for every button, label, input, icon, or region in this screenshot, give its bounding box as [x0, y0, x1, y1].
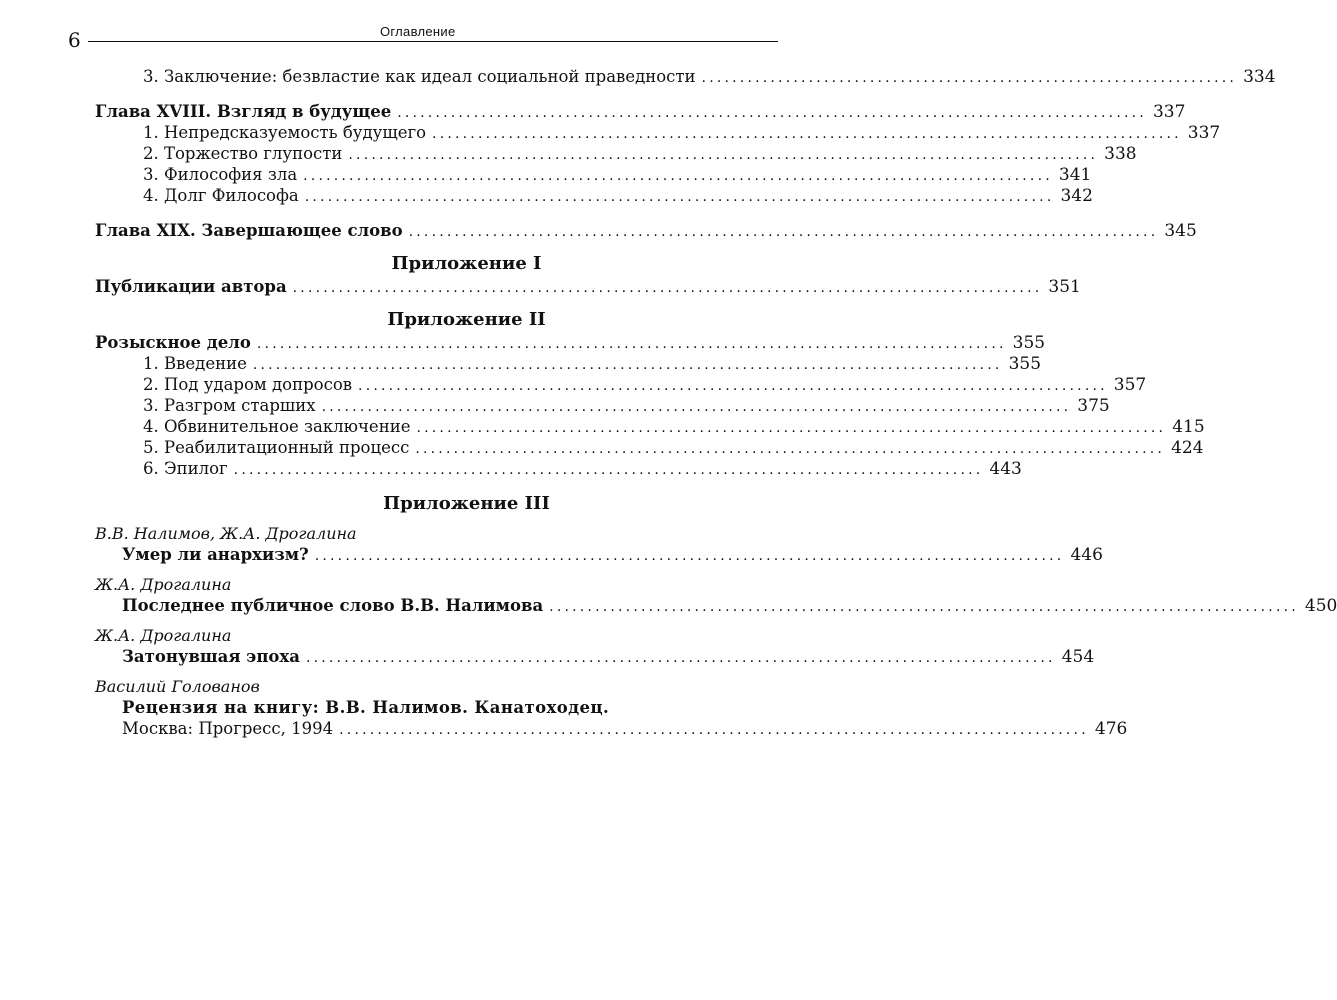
toc-entry-page: 334: [1243, 67, 1276, 87]
toc-entry-title: 4. Долг Философа: [143, 186, 299, 205]
toc-entry: [95, 395, 1110, 416]
leader-dots: ..................................................................................................: [416, 420, 1167, 436]
toc-chapter: [95, 101, 1186, 122]
toc-entry-page: 454: [1061, 647, 1095, 667]
toc-entry: [95, 122, 1221, 143]
toc-entry-title: 1. Введение: [143, 354, 247, 373]
running-head: Оглавление: [380, 24, 456, 39]
toc-entry-page: 450: [1304, 596, 1337, 616]
toc-chapter: [95, 276, 1081, 297]
leader-dots: ..................................................................................................: [303, 168, 1053, 184]
author-line: В.В. Налимов, Ж.А. Дрогалина: [95, 524, 357, 543]
toc-chapter-title: Глава XVIII. Взгляд в будущее: [95, 102, 392, 121]
leader-dots: ..................................................................................................: [252, 357, 1003, 373]
toc-entry: [95, 544, 1103, 565]
toc-entry-title: 5. Реабилитационный процесс: [143, 438, 410, 457]
toc-entry-title: 6. Эпилог: [143, 459, 228, 478]
toc-entry-page: 337: [1152, 102, 1186, 122]
leader-dots: ..................................................................................................: [339, 722, 1089, 738]
toc-chapter-title: Публикации автора: [95, 277, 287, 296]
leader-dots: ..................................................................................................: [233, 462, 984, 478]
toc-entry-page: 342: [1060, 186, 1093, 206]
appendix-title: Приложение I: [391, 253, 542, 274]
toc-entry-title: 2. Торжество глупости: [143, 144, 343, 163]
toc-entry-page: 351: [1048, 277, 1081, 297]
toc-entry-title: 4. Обвинительное заключение: [143, 417, 411, 436]
toc-entry-page: 338: [1104, 144, 1137, 164]
toc-entry: [95, 185, 1093, 206]
toc-entry-page: 357: [1113, 375, 1147, 395]
toc-entry-page: 345: [1164, 221, 1197, 241]
appendix-heading: [95, 253, 778, 274]
leader-dots: ..................................................................................................: [314, 548, 1065, 564]
toc-entry: [95, 353, 1042, 374]
toc-entry-title: 1. Непредсказуемость будущего: [143, 123, 427, 142]
author-line: Ж.А. Дрогалина: [95, 575, 232, 594]
toc-entry-page: 443: [989, 459, 1022, 479]
toc-entry-title: 3. Философия зла: [143, 165, 298, 184]
author-line: Василий Голованов: [95, 677, 260, 696]
toc-entry: [95, 66, 1276, 87]
leader-dots: ..................................................................................................: [292, 280, 1043, 296]
toc-entry-page: 424: [1171, 438, 1204, 458]
toc-entry: [95, 143, 1137, 164]
leader-dots: ..................................................................................................: [408, 224, 1159, 240]
leader-dots: ..................................................................................................: [549, 599, 1299, 615]
toc-entry: [95, 646, 1095, 667]
toc-entry-title: Умер ли анархизм?: [122, 545, 309, 564]
leader-dots: ..................................................................................................: [305, 650, 1056, 666]
toc-entry: [95, 718, 1128, 739]
toc-entry-page: 337: [1187, 123, 1221, 143]
appendix-heading: [95, 309, 778, 330]
toc-entry-title: Последнее публичное слово В.В. Налимова: [122, 596, 544, 615]
toc-entry-page: 355: [1008, 354, 1042, 374]
leader-dots: ..................................................................................................: [358, 378, 1108, 394]
page-number: 6: [68, 28, 81, 52]
toc-entry-title: 3. Заключение: безвластие как идеал социальной праведности: [143, 67, 696, 86]
leader-dots: ..................................................................................................: [415, 441, 1166, 457]
toc-entry-title: 2. Под ударом допросов: [143, 375, 353, 394]
toc-entry-title: Москва: Прогресс, 1994: [122, 719, 334, 738]
toc-entry-page: 341: [1058, 165, 1092, 185]
leader-dots: ..................................................................................................: [256, 336, 1007, 352]
toc-entry-title: Затонувшая эпоха: [122, 647, 300, 666]
leader-dots: ..................................................................................................: [348, 147, 1099, 163]
toc-entry: [95, 595, 1337, 616]
leader-dots: ..................................................................................................: [397, 105, 1147, 121]
toc-entry-page: 415: [1172, 417, 1205, 437]
author-line: Ж.А. Дрогалина: [95, 626, 232, 645]
toc-entry-page: 355: [1012, 333, 1046, 353]
appendix-title: Приложение III: [383, 493, 550, 514]
leader-dots: ..................................................................................................: [432, 126, 1182, 142]
toc-chapter: [95, 220, 1197, 241]
header-rule: [88, 41, 778, 42]
toc-entry-title: 3. Разгром старших: [143, 396, 316, 415]
leader-dots: ..................................................................................................: [321, 399, 1072, 415]
toc-entry: [95, 416, 1205, 437]
toc-chapter: [95, 332, 1046, 353]
appendix-title: Приложение II: [387, 309, 546, 330]
leader-dots: ......................................................................: [701, 70, 1238, 86]
leader-dots: ..................................................................................................: [304, 189, 1055, 205]
table-of-contents: [95, 66, 1337, 739]
toc-entry: [95, 164, 1092, 185]
toc-entry-page: 446: [1070, 545, 1103, 565]
toc-entry: [95, 374, 1147, 395]
toc-entry-page: 375: [1077, 396, 1110, 416]
toc-chapter-title: Глава XIX. Завершающее слово: [95, 221, 403, 240]
review-title: Рецензия на книгу: В.В. Налимов. Канатоходец.: [122, 698, 610, 717]
toc-entry: [95, 437, 1204, 458]
appendix-heading: [95, 493, 778, 514]
toc-chapter-title: Розыскное дело: [95, 333, 251, 352]
toc-entry-page: 476: [1094, 719, 1128, 739]
toc-entry: [95, 458, 1022, 479]
